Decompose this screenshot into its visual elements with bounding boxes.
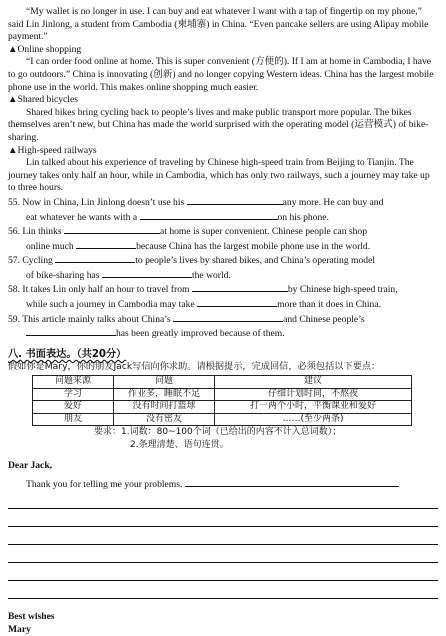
question-text: It takes Lin only half an hour to travel from (22, 284, 190, 296)
question-number: 56. (8, 226, 20, 238)
passage-paragraph-2: “I can order food online at home. This is super convenient (方便的). If I am at home in Cambodia, I have to go outdoors.” China is innovating (创新) and no longer copying Western ideas. China has the largest mobile phone use in the world. This makes online shopping much easier. (8, 56, 434, 93)
question-text: any more. He can buy and (282, 196, 384, 208)
question-number: 57. (8, 255, 20, 267)
answer-blank[interactable] (64, 224, 160, 234)
question-text: Cycling (22, 255, 53, 267)
question-text: at home is super convenient. Chinese people can shop (160, 226, 368, 238)
table-row (33, 388, 412, 401)
answer-blank[interactable] (192, 282, 288, 292)
table-cell: 没有密友 (114, 413, 215, 426)
passage-paragraph-4: Lin talked about his experience of traveling by Chinese high-speed train from Beijing to Tianjin. The journey takes only half an hour, while in Cambodia, which has only two railways, such a journey may take up to three hours. (8, 157, 430, 194)
writing-hints-table (32, 375, 412, 426)
answer-blank[interactable] (197, 297, 277, 307)
table-cell: 爱好 (33, 401, 114, 414)
writing-requirement-2: 2.条理清楚、语句连贯。 (130, 440, 229, 451)
question-text: more than it does in China. (277, 299, 381, 311)
question-text: to people’s lives by shared bikes, and China’s operating model (135, 255, 375, 267)
table-cell: 没有时间打篮球 (114, 401, 215, 414)
question-number: 59. (8, 313, 20, 325)
table-cell: 仔细计划时间，不熬夜 (215, 388, 412, 401)
writing-line[interactable] (185, 477, 399, 487)
answer-blank[interactable] (26, 326, 116, 336)
writing-line[interactable] (8, 583, 438, 599)
letter-closing: Best wishes (8, 611, 55, 623)
answer-blank[interactable] (102, 268, 192, 278)
passage-paragraph-3: Shared bikes bring cycling back to people’s lives and make public transport more popular. The bikes themselves aren’t new, but China has made the world surprised with the operating model (运营模式) of bike-sharing. (8, 106, 429, 143)
writing-prompt: 假如你是Mary，你的朋友Jack写信向你求助。请根据提示，完成回信，必须包括以下要点： (8, 361, 381, 373)
table-cell: 朋友 (33, 413, 114, 426)
question-text: on his phone. (277, 211, 329, 223)
question-text: while such a journey in Cambodia may take (26, 299, 195, 311)
answer-blank[interactable] (76, 239, 136, 249)
question-text: Lin thinks (22, 226, 62, 238)
table-cell: 打一两个小时，平衡课业和爱好 (215, 401, 412, 414)
table-cell: 学习 (33, 388, 114, 401)
writing-line[interactable] (8, 493, 438, 509)
writing-line[interactable] (8, 529, 438, 545)
passage-paragraph-1: “My wallet is no longer in use. I can buy and eat whatever I want with a tap of fingertip on my phone,” said Lin Jinlong, a student from Cambodia (柬埔寨) in China. “Even pancake sellers are using Alipay mobile payment.” (8, 6, 429, 43)
letter-greeting: Dear Jack, (8, 460, 53, 472)
table-header-cell: 问题来源 (33, 376, 114, 389)
question-number: 58. (8, 284, 20, 296)
answer-blank[interactable] (173, 312, 283, 322)
passage-heading-online-shopping: ▲Online shopping (8, 43, 82, 55)
question-59 (8, 312, 438, 341)
letter-opening-text: Thank you for telling me your problems. (26, 478, 183, 490)
question-text: by Chinese high-speed train, (287, 284, 398, 296)
question-text: Now in China, Lin Jinlong doesn’t use his (22, 196, 185, 208)
question-text: eat whatever he wants with a (26, 211, 138, 223)
question-56 (8, 224, 438, 253)
question-57 (8, 253, 438, 282)
question-number: 55. (8, 196, 20, 208)
question-text: of bike-sharing has (26, 269, 100, 281)
answer-blank[interactable] (187, 195, 283, 205)
writing-section-title: 八. 书面表达。（共20分） (8, 348, 127, 360)
letter-opening (8, 477, 438, 492)
writing-line[interactable] (8, 511, 438, 527)
answer-blank[interactable] (140, 210, 278, 220)
table-row (33, 413, 412, 426)
table-cell: 作业多，睡眠不足 (114, 388, 215, 401)
question-text: and Chinese people’s (283, 313, 365, 325)
table-header-cell: 问题 (114, 376, 215, 389)
table-cell: ……(至少两条) (215, 413, 412, 426)
writing-requirement-1: 要求：1.词数：80~100个词（已给出的内容不计入总词数）； (94, 427, 342, 438)
question-text: because China has the largest mobile phone use in the world. (136, 240, 371, 252)
writing-line[interactable] (8, 565, 438, 581)
passage-heading-shared-bicycles: ▲Shared bicycles (8, 94, 78, 106)
table-row (33, 401, 412, 414)
passage-heading-high-speed-railways: ▲High-speed railways (8, 144, 97, 156)
question-text: has been greatly improved because of them. (116, 328, 285, 340)
writing-line[interactable] (8, 547, 438, 563)
answer-blank[interactable] (55, 253, 135, 263)
question-text: This article mainly talks about China’s (22, 313, 171, 325)
letter-signature: Mary (8, 623, 31, 635)
table-header-cell: 建议 (215, 376, 412, 389)
question-text: the world. (191, 269, 231, 281)
question-58 (8, 282, 438, 311)
table-header-row (33, 376, 412, 389)
question-55 (8, 195, 438, 224)
question-text: online much (26, 240, 74, 252)
